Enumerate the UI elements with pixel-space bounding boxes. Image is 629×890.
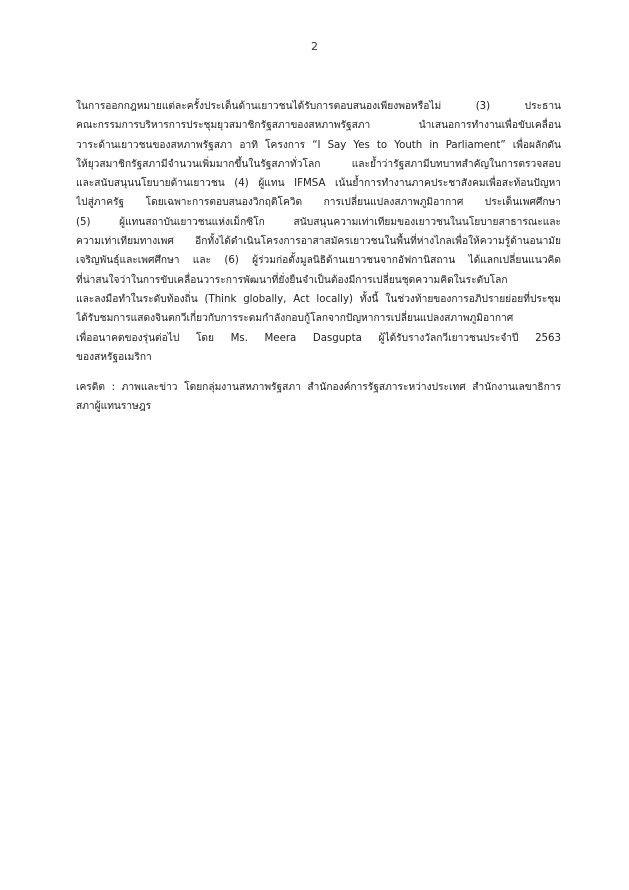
paragraph-line: และสนับสนุนนโยบายด้านเยาวชน (4) ผู้แทน IFMSA เน้นย้ำการทำงานภาคประชาสังคมเพื่อสะท้อนปัญหา [76,178,561,190]
paragraph-line: คณะกรรมการบริหารการประชุมยุวสมาชิกรัฐสภาของสหภาพรัฐสภา นำเสนอการทำงานเพื่อขับเคลื่อน [76,120,561,132]
paragraph-line: ในการออกกฎหมายแต่ละครั้งประเด็นด้านเยาวชนได้รับการตอบสนองเพียงพอหรือไม่ (3) ประธาน [76,101,561,112]
paragraph-line: เพื่ออนาคตของรุ่นต่อไป โดย Ms. Meera Dasgupta ผู้ได้รับรางวัลกวีเยาวชนประจำปี 2563 [76,332,561,344]
credits-line: เครดิต : ภาพและข่าว โดยกลุ่มงานสหภาพรัฐสภา สำนักองค์การรัฐสภาระหว่างประเทศ สำนักงานเลขาธิการ [76,382,561,393]
credits-paragraph [76,378,561,417]
paragraph-line: ของสหรัฐอเมริกา [76,351,152,363]
paragraph-line: ความเท่าเทียมทางเพศ อีกทั้งได้ดำเนินโครงการอาสาสมัครเยาวชนในพื้นที่ห่างไกลเพื่อให้ความรู้ด้านอนามัย [76,236,561,248]
paragraph-line: วาระด้านเยาวชนของสหภาพรัฐสภา อาทิ โครงการ “I Say Yes to Youth in Parliament” เพื่อผลักดัน [76,139,561,151]
body-paragraph [76,97,561,367]
credits-line: สภาผู้แทนราษฎร [76,401,152,413]
paragraph-line: ที่น่าสนใจว่าในการขับเคลื่อนวาระการพัฒนาที่ยั่งยืนจำเป็นต้องมีการเปลี่ยนชุดความคิดในระดับโลก [76,274,508,286]
page-number: 2 [311,40,318,53]
paragraph-line: และลงมือทำในระดับท้องถิ่น (Think globally, Act locally) ทั้งนี้ ในช่วงท้ายของการอภิปรายย่อยที่ประชุม [76,293,561,305]
paragraph-line: เจริญพันธุ์และเพศศึกษา และ (6) ผู้ร่วมก่อตั้งมูลนิธิด้านเยาวชนจากอัฟกานิสถาน ได้แลกเปลี่ยนแนวคิด [76,255,561,267]
paragraph-line: ได้รับชมการแสดงจินตกวีเกี่ยวกับการระดมกำลังกอบกู้โลกจากปัญหาการเปลี่ยนแปลงสภาพภูมิอากาศ [76,313,514,325]
paragraph-line: ไปสู่ภาครัฐ โดยเฉพาะการตอบสนองวิกฤติโควิด การเปลี่ยนแปลงสภาพภูมิอากาศ ประเด็นเพศศึกษา [76,197,561,209]
paragraph-line: (5) ผู้แทนสถาบันเยาวชนแห่งเม็กซิโก สนับสนุนความเท่าเทียมของเยาวชนในนโยบายสาธารณะและ [76,216,561,228]
paragraph-line: ให้ยุวสมาชิกรัฐสภามีจำนวนเพิ่มมากขึ้นในรัฐสภาทั่วโลก และย้ำว่ารัฐสภามีบทบาทสำคัญในการตรวจสอบ [76,158,561,170]
